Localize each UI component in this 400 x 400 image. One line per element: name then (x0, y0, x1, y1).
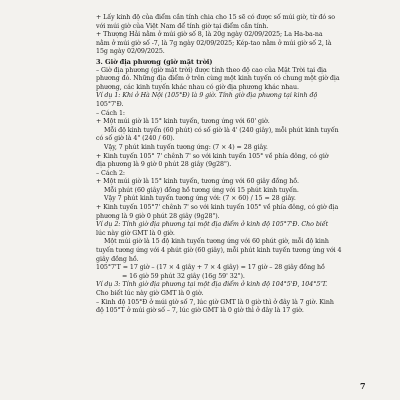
text-line: + Thượng Hải nằm ở múi giờ số 8, là 20g ngày 02/09/2025; La Ha-ba-na (96, 31, 323, 39)
text-line: Cho biết lúc này giờ GMT là 0 giờ. (96, 290, 204, 297)
text-line: 105°7'Đ. (96, 100, 124, 108)
text-line: Vậy, 7 phút kinh tuyến tương ứng: (7 × 4) = 28 giây. (104, 143, 268, 151)
page-text (96, 14, 382, 316)
text-line: – Kinh độ 105°Đ ở múi giờ số 7, lúc giờ GMT là 0 giờ thì ở đây là 7 giờ. Kinh (96, 298, 334, 306)
text-line: nằm ở múi giờ số -7, là 7g ngày 02/09/2025; Kép-tao nằm ở múi giờ số 2, là (96, 39, 332, 47)
text-line: – Cách 1: (96, 109, 125, 117)
example-line: Ví dụ 3: Tính giờ địa phương tại một địa điểm ở kinh độ 104°5'Đ, 104°5'T. (96, 281, 328, 289)
text-line: địa phương là 9 giờ 0 phút 28 giây (9g28"). (96, 161, 232, 169)
equation-line: = 16 giờ 59 phút 32 giây (16g 59' 32"). (122, 272, 245, 280)
section-heading: 3. Giờ địa phương (giờ mặt trời) (96, 57, 213, 66)
text-line: phương, các kinh tuyến khác nhau có giờ địa phương khác nhau. (96, 83, 299, 91)
text-line: + Một múi giờ là 15° kinh tuyến, tương ứng với 60' giờ. (96, 118, 270, 126)
text-line: Một múi giờ là 15 độ kinh tuyến tương ứng với 60 phút giờ, mỗi độ kinh (104, 238, 329, 246)
text-line: – Giờ địa phương (giờ mặt trời) được tính theo độ cao của Mặt Trời tại địa (96, 66, 327, 74)
text-line: với múi giờ của Việt Nam để tính giờ tại điểm cần tính. (96, 22, 269, 30)
text-line: phương đó. Những địa điểm ở trên cùng một kinh tuyến có chung một giờ địa (96, 75, 340, 83)
text-line: lúc này giờ GMT là 0 giờ. (96, 229, 175, 237)
text-line: – Cách 2: (96, 169, 125, 177)
text-line: + Một múi giờ là 15° kinh tuyến, tương ứng với 60 giây đồng hồ. (96, 178, 299, 186)
text-line: phương là 9 giờ 0 phút 28 giây (9g28"). (96, 212, 220, 220)
text-line: Mỗi độ kinh tuyến (60 phút) có số giờ là 4' (240 giây), mỗi phút kinh tuyến (104, 126, 339, 134)
text-line: Vậy 7 phút kinh tuyến tương ứng với: (7 × 60) / 15 = 28 giây. (104, 195, 296, 203)
example-line: Ví dụ 1: Khi ở Hà Nội (105°Đ) là 9 giờ. Tính giờ địa phương tại kinh độ (96, 92, 318, 100)
equation-line: 105°7'T = 17 giờ – (17 × 4 giây + 7 × 4 giây) = 17 giờ – 28 giây đồng hồ (96, 264, 325, 272)
text-line: + Kinh tuyến 105°7' chênh 7' so với kinh tuyến 105° về phía đông, có giờ địa (96, 204, 339, 212)
example-line: Ví dụ 2: Tính giờ địa phương tại một địa điểm ở kinh độ 105°7'Đ. Cho biết (96, 221, 329, 229)
text-line: 15g ngày 02/09/2025. (96, 48, 165, 56)
page-number: 7 (360, 381, 366, 391)
text-line: tuyến tương ứng với 4 phút giờ (60 giây), mỗi phút kinh tuyến tương ứng với 4 (96, 247, 342, 255)
text-line: độ 105°T ở múi giờ số – 7, lúc giờ GMT là 0 giờ thì ở đây là 17 giờ. (96, 307, 304, 315)
text-line: + Lấy kinh độ của điểm cần tính chia cho 15 sẽ có được số múi giờ, từ đó so (96, 14, 336, 21)
text-line: giây đồng hồ. (96, 255, 139, 263)
text-line: + Kinh tuyến 105° 7' chênh 7' so với kinh tuyến 105° về phía đông, có giờ (96, 152, 329, 160)
text-line: có số giờ là 4" (240 / 60). (96, 135, 175, 143)
text-line: Mỗi phút (60 giây) đồng hồ tương ứng với 15 phút kinh tuyến. (104, 186, 299, 194)
